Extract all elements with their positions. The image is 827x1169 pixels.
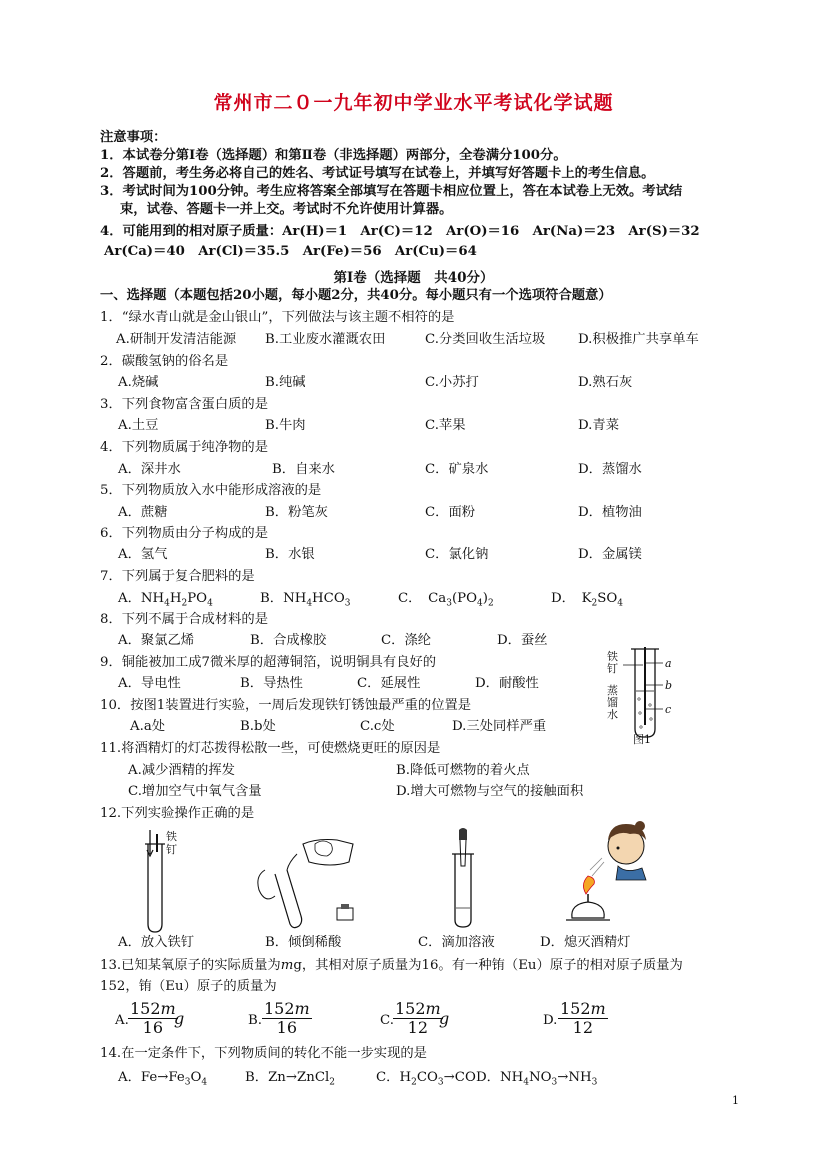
q7-option-d: D． $K_2SO_4$	[551, 591, 624, 609]
figure-1-label-a: a	[665, 657, 672, 670]
q11-option-b: B.降低可燃物的着火点	[396, 763, 530, 778]
q8-option-c: C．涤纶	[381, 633, 432, 648]
q2-option-b: B.纯碱	[265, 375, 306, 390]
notice-heading: 注意事项：	[100, 130, 167, 145]
q11-option-c: C.增加空气中氧气含量	[128, 784, 262, 799]
q7-option-a: A．$NH_4H_2PO_4$	[118, 591, 213, 609]
figure-1-label-b: b	[665, 679, 673, 692]
q10-option-b: B.b处	[240, 719, 276, 734]
page-title: 常州市二０一九年初中学业水平考试化学试题	[213, 92, 614, 114]
q13-option-d: $\frac{152m}{12}$	[560, 999, 606, 1037]
q13-option-a: 152m 16 g	[130, 999, 185, 1037]
q5-option-c: C．面粉	[425, 505, 476, 520]
notice-3a: 3．考试时间为100分钟。考生应将答案全部填写在答题卡相应位置上，答在本试卷上无效。考试结	[100, 184, 683, 199]
q9-option-d: D．耐酸性	[475, 676, 539, 691]
q12-option-b: B．倾倒稀酸	[265, 935, 342, 950]
question-13-cont: 152，铕（Eu）原子的质量为	[100, 979, 277, 994]
figure-1-water-label: 蒸馏水	[607, 684, 618, 721]
q6-option-d: D．金属镁	[578, 547, 642, 562]
q4-option-d: D．蒸馏水	[578, 462, 642, 477]
question-1: 1．“绿水青山就是金山银山”，下列做法与该主题不相符的是	[100, 310, 455, 325]
q5-option-a: A．蔗糖	[118, 505, 168, 520]
figure-1-nail-label: 铁钉	[607, 650, 618, 675]
notice-1: 1．本试卷分第Ⅰ卷（选择题）和第Ⅱ卷（非选择题）两部分，全卷满分100分。	[100, 148, 567, 163]
q3-option-a: A.土豆	[118, 418, 159, 433]
q11-option-a: A.减少酒精的挥发	[128, 763, 235, 778]
question-11: 11.将酒精灯的灯芯拨得松散一些，可使燃烧更旺的原因是	[100, 741, 441, 756]
q14-option-b: B．Zn→ZnCl$_2$	[245, 1070, 335, 1088]
q8-option-a: A．聚氯乙烯	[118, 633, 195, 648]
q14-option-c: C．$H_2CO_3\to CO$	[376, 1070, 476, 1088]
q1-option-c: C.分类回收生活垃圾	[425, 332, 546, 347]
dropper-tube-icon	[447, 826, 487, 928]
q7-option-b: B．$NH_4HCO_3$	[260, 591, 351, 609]
question-4: 4．下列物质属于纯净物的是	[100, 440, 269, 455]
q9-option-a: A．导电性	[118, 676, 181, 691]
q13-option-b-label: B.	[248, 1013, 262, 1028]
q4-option-c: C．矿泉水	[425, 462, 489, 477]
q13-option-d-label: D.	[543, 1013, 558, 1028]
q13-option-b: $\frac{152m}{16}$	[264, 999, 310, 1037]
q12-nail-label: 铁钉	[166, 830, 177, 856]
question-3: 3．下列食物富含蛋白质的是	[100, 397, 269, 412]
notice-3b: 束，试卷、答题卡一并上交。考试时不允许使用计算器。	[120, 202, 453, 217]
q4-option-a: A．深井水	[118, 462, 181, 477]
q14-option-d: D．$NH_4NO_3\to NH_3$	[476, 1070, 598, 1088]
notice-4b: Ar(Ca)＝40 Ar(Cl)＝35.5 Ar(Fe)＝56 Ar(Cu)＝64	[104, 244, 477, 259]
q12-figure-a	[140, 828, 190, 933]
q3-option-c: C.苹果	[425, 418, 466, 433]
q12-option-a: A．放入铁钉	[118, 935, 195, 950]
figure-1-label-c: c	[665, 703, 672, 716]
q5-option-b: B．粉笔灰	[265, 505, 328, 520]
figure-1	[605, 645, 695, 745]
q14-option-a: A．$Fe\to Fe_3O_4$	[118, 1070, 208, 1088]
page-number: 1	[732, 1094, 739, 1107]
part1-title: 第Ⅰ卷（选择题 共40分）	[333, 270, 494, 286]
q10-option-c: C.c处	[360, 719, 395, 734]
figure-1-caption: 图1	[633, 733, 651, 746]
q6-option-b: B．水银	[265, 547, 315, 562]
q1-option-b: B.工业废水灌溉农田	[265, 332, 386, 347]
q11-option-d: D.增大可燃物与空气的接触面积	[396, 784, 584, 799]
q13-option-c-label: C.	[380, 1013, 394, 1028]
question-8: 8．下列不属于合成材料的是	[100, 612, 269, 627]
q12-figure-c	[447, 826, 487, 928]
q13-option-a-label: A.	[115, 1013, 129, 1028]
q4-option-b: B．自来水	[272, 462, 335, 477]
notice-2: 2．答题前，考生务必将自己的姓名、考试证号填写在试卷上，并填写好答题卡上的考生信息。	[100, 166, 655, 181]
question-9: 9．铜能被加工成7微米厚的超薄铜箔，说明铜具有良好的	[100, 655, 437, 670]
test-tube-nail-icon	[140, 828, 190, 933]
q12-option-d: D．熄灭酒精灯	[540, 935, 631, 950]
question-10: 10．按图1装置进行实验，一周后发现铁钉锈蚀最严重的位置是	[100, 698, 472, 713]
q12-figure-d	[560, 818, 660, 933]
q10-option-d: D.三处同样严重	[452, 719, 547, 734]
q12-option-c: C．滴加溶液	[418, 935, 495, 950]
section1-heading: 一、选择题（本题包括20小题，每小题2分，共40分。每小题只有一个选项符合题意）	[100, 288, 612, 303]
q12-figure-b	[245, 832, 360, 930]
blowing-lamp-icon	[560, 818, 660, 933]
q2-option-c: C.小苏打	[425, 375, 479, 390]
q6-option-a: A．氢气	[118, 547, 168, 562]
question-7: 7．下列属于复合肥料的是	[100, 569, 255, 584]
q8-option-d: D．蚕丝	[497, 633, 548, 648]
q2-option-d: D.熟石灰	[578, 375, 633, 390]
pouring-acid-icon	[245, 832, 360, 930]
q1-option-a: A.研制开发清洁能源	[116, 332, 237, 347]
q3-option-d: D.青菜	[578, 418, 620, 433]
question-5: 5．下列物质放入水中能形成溶液的是	[100, 483, 322, 498]
question-14: 14.在一定条件下，下列物质间的转化不能一步实现的是	[100, 1046, 427, 1061]
question-2: 2．碳酸氢钠的俗名是	[100, 354, 229, 369]
q3-option-b: B.牛肉	[265, 418, 306, 433]
q10-option-a: A.a处	[130, 719, 166, 734]
q7-option-c: C． $Ca_3(PO_4)_2$	[398, 591, 494, 609]
question-12: 12.下列实验操作正确的是	[100, 806, 255, 821]
q1-option-d: D.积极推广共享单车	[578, 332, 699, 347]
q6-option-c: C．氯化钠	[425, 547, 489, 562]
q5-option-d: D．植物油	[578, 505, 642, 520]
notice-4a: 4．可能用到的相对原子质量：Ar(H)＝1 Ar(C)＝12 Ar(O)＝16 Ar(Na)＝23 Ar(S)＝32	[100, 224, 700, 239]
question-13: 13.已知某氧原子的实际质量为mg，其相对原子质量为16。有一种铕（Eu）原子的相对原子质量为	[100, 958, 683, 973]
q9-option-b: B．导热性	[240, 676, 303, 691]
q9-option-c: C．延展性	[357, 676, 421, 691]
q13-option-c: 152m 12 g	[395, 999, 450, 1037]
q8-option-b: B．合成橡胶	[250, 633, 327, 648]
q2-option-a: A.烧碱	[118, 375, 159, 390]
question-6: 6．下列物质由分子构成的是	[100, 526, 269, 541]
